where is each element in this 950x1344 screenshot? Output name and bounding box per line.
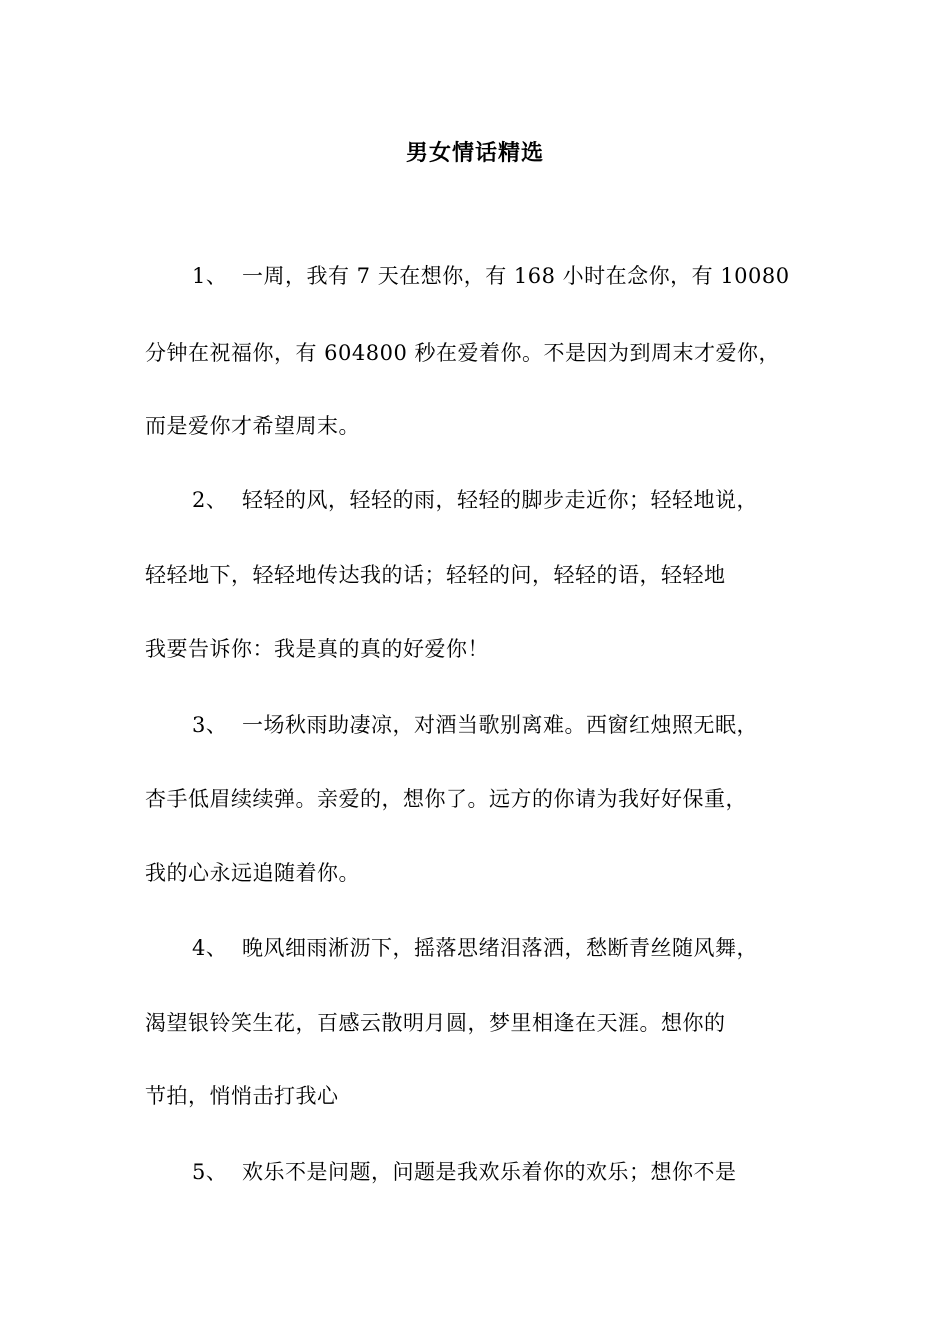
item-number: 4、 bbox=[192, 936, 228, 960]
item-4-line-3: 节拍，悄悄击打我心 bbox=[145, 1084, 339, 1108]
item-text: 一周，我有 7 天在想你，有 168 小时在念你，有 10080 bbox=[242, 264, 790, 288]
item-1-line-2: 分钟在祝福你，有 604800 秒在爱着你。不是因为到周末才爱你， bbox=[145, 341, 781, 365]
item-1-line-3: 而是爱你才希望周末。 bbox=[145, 414, 360, 438]
item-5-line-1 bbox=[192, 1157, 872, 1187]
item-number: 5、 bbox=[192, 1160, 228, 1184]
item-2-line-3: 我要告诉你：我是真的真的好爱你！ bbox=[145, 637, 489, 661]
item-4-line-1 bbox=[192, 933, 872, 963]
item-1-line-1 bbox=[192, 261, 872, 291]
item-3-line-3: 我的心永远追随着你。 bbox=[145, 861, 360, 885]
item-3-line-2: 杏手低眉续续弹。亲爱的，想你了。远方的你请为我好好保重， bbox=[145, 787, 747, 811]
item-3-line-1 bbox=[192, 710, 872, 740]
item-text: 一场秋雨助凄凉，对酒当歌别离难。西窗红烛照无眠， bbox=[242, 713, 758, 737]
item-2-line-2: 轻轻地下，轻轻地传达我的话；轻轻的问，轻轻的语，轻轻地 bbox=[145, 563, 726, 587]
page-title: 男女情话精选 bbox=[405, 140, 544, 166]
item-text: 晚风细雨淅沥下，摇落思绪泪落洒，愁断青丝随风舞， bbox=[242, 936, 758, 960]
item-number: 3、 bbox=[192, 713, 228, 737]
item-2-line-1 bbox=[192, 485, 872, 515]
item-text: 欢乐不是问题，问题是我欢乐着你的欢乐；想你不是 bbox=[242, 1160, 737, 1184]
item-text: 轻轻的风，轻轻的雨，轻轻的脚步走近你；轻轻地说， bbox=[242, 488, 758, 512]
item-number: 2、 bbox=[192, 488, 228, 512]
item-number: 1、 bbox=[192, 264, 228, 288]
item-4-line-2: 渴望银铃笑生花，百感云散明月圆，梦里相逢在天涯。想你的 bbox=[145, 1011, 726, 1035]
